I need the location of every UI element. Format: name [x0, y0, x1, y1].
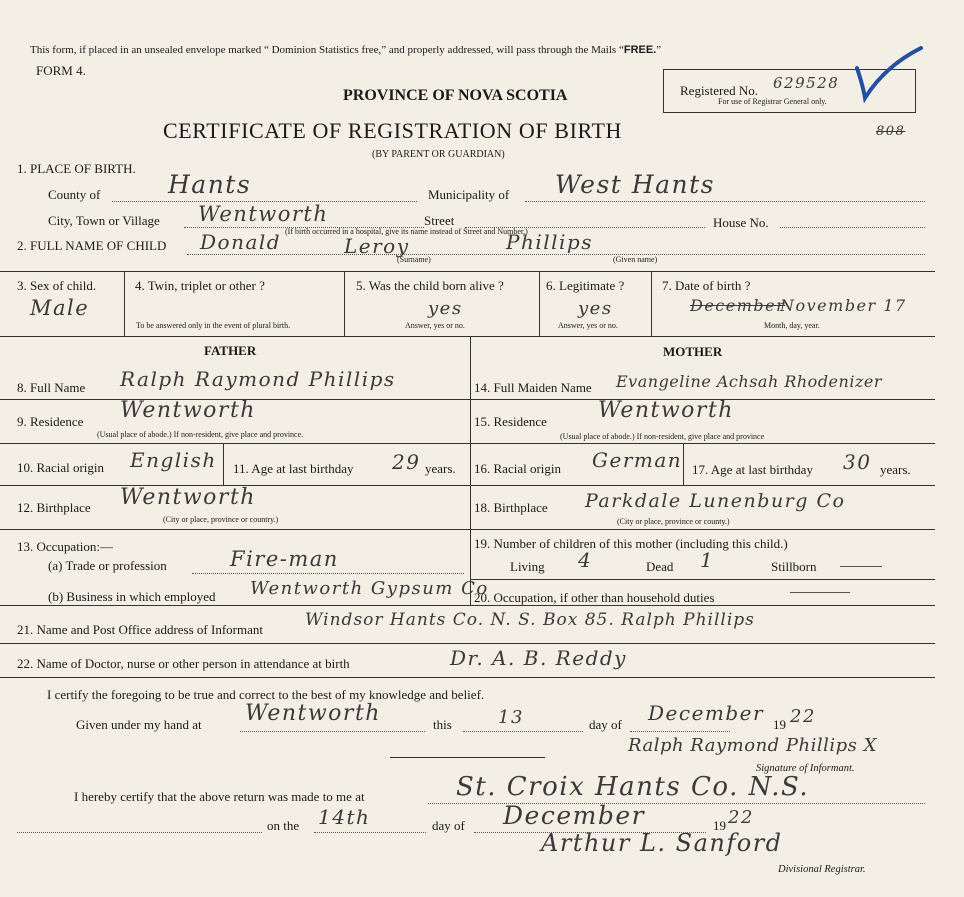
mail-notice	[30, 44, 661, 56]
father-name-value: Ralph Raymond Phillips	[120, 367, 396, 391]
father-name-label: 8. Full Name	[17, 380, 86, 395]
mail-free-label: FREE.	[623, 44, 657, 56]
mother-occupation-label: 20. Occupation, if other than household duties	[474, 590, 715, 605]
trade-label: (a) Trade or profession	[48, 558, 167, 573]
mother-years: years.	[880, 462, 911, 477]
mother-residence-label: 15. Residence	[474, 414, 547, 429]
registrar-label: Divisional Registrar.	[778, 864, 866, 875]
certify-statement: I certify the foregoing to be true and correct to the best of my knowledge and belief.	[47, 687, 485, 702]
form-number: FORM 4.	[36, 63, 86, 78]
alive-label: 5. Was the child born alive ?	[356, 278, 504, 293]
mother-age-value: 30	[843, 450, 872, 474]
mother-racial-label: 16. Racial origin	[474, 461, 562, 476]
return-day: 14th	[318, 805, 371, 829]
hospital-note: (If birth occurred in a hospital, give its name instead of Street and Number.)	[285, 227, 528, 236]
county-value: Hants	[168, 170, 252, 199]
dead-label: Dead	[646, 559, 674, 574]
return-year-prefix: 19	[713, 818, 726, 833]
return-statement: I hereby certify that the above return was made to me at	[74, 789, 365, 804]
registered-number: 629528	[773, 74, 840, 92]
street-label: Street	[424, 213, 455, 228]
informant-value: Windsor Hants Co. N. S. Box 85. Ralph Phillips	[305, 610, 755, 630]
father-birthplace-label: 12. Birthplace	[17, 500, 91, 515]
child-given-name: Phillips	[506, 230, 593, 254]
informant-signature: Ralph Raymond Phillips X	[628, 735, 877, 756]
given-name-note: (Given name)	[613, 255, 658, 264]
city-label: City, Town or Village	[48, 213, 160, 228]
legitimate-note: Answer, yes or no.	[558, 321, 618, 330]
municipality-value: West Hants	[555, 170, 715, 199]
sex-value: Male	[30, 296, 90, 320]
father-residence-label: 9. Residence	[17, 414, 84, 429]
date-of-birth-value: November 17	[780, 296, 907, 315]
place-of-birth-label: 1. PLACE OF BIRTH.	[17, 161, 136, 176]
given-year: 22	[790, 706, 816, 727]
this-label: this	[433, 717, 452, 732]
stillborn-label: Stillborn	[771, 559, 817, 574]
business-label: (b) Business in which employed	[48, 589, 216, 604]
twin-label: 4. Twin, triplet or other ?	[135, 278, 265, 293]
given-day: 13	[498, 707, 524, 728]
child-name-label: 2. FULL NAME OF CHILD	[17, 238, 167, 253]
legitimate-label: 6. Legitimate ?	[546, 278, 625, 293]
province-title: PROVINCE OF NOVA SCOTIA	[343, 87, 568, 104]
return-day-of-label: day of	[432, 818, 465, 833]
registered-label: Registered No.	[680, 83, 758, 98]
municipality-label: Municipality of	[428, 187, 510, 202]
doctor-label: 22. Name of Doctor, nurse or other person in attendance at birth	[17, 656, 350, 671]
child-surname: Leroy	[344, 234, 410, 258]
given-day-of-label: day of	[589, 717, 622, 732]
return-year: 22	[728, 807, 754, 828]
father-age-label: 11. Age at last birthday	[233, 461, 354, 476]
doctor-value: Dr. A. B. Reddy	[450, 646, 627, 670]
mother-heading: MOTHER	[663, 344, 723, 359]
mother-birthplace-value: Parkdale Lunenburg Co	[585, 490, 846, 512]
father-residence-value: Wentworth	[120, 398, 256, 423]
corner-number: 808	[876, 124, 906, 139]
informant-label: 21. Name and Post Office address of Informant	[17, 622, 263, 637]
business-value: Wentworth Gypsum Co	[250, 578, 489, 599]
father-age-value: 29	[392, 450, 421, 474]
father-racial-value: English	[130, 448, 217, 472]
given-label: Given under my hand at	[76, 717, 202, 732]
return-place: St. Croix Hants Co. N.S.	[456, 772, 810, 802]
mother-occupation-dash	[790, 592, 850, 593]
mother-racial-value: German	[592, 448, 683, 472]
twin-note: To be answered only in the event of plural birth.	[136, 321, 291, 330]
date-of-birth-label: 7. Date of birth ?	[662, 278, 751, 293]
mail-notice-text: This form, if placed in an unsealed envelope marked “ Dominion Statistics free,” and properly addressed, will pass through the Mails “	[30, 44, 624, 56]
mother-name-value: Evangeline Achsah Rhodenizer	[616, 372, 882, 391]
child-first-name: Donald	[200, 230, 282, 254]
father-residence-note: (Usual place of abode.) If non-resident, give place and province.	[97, 430, 304, 439]
stillborn-dash	[840, 566, 882, 567]
given-month: December	[648, 701, 765, 725]
registrar-use-note: For use of Registrar General only.	[718, 97, 827, 106]
date-of-birth-note: Month, day, year.	[764, 321, 820, 330]
certificate-subtitle: (BY PARENT OR GUARDIAN)	[372, 149, 505, 160]
occupation-label: 13. Occupation:—	[17, 539, 114, 554]
father-racial-label: 10. Racial origin	[17, 460, 105, 475]
signature-label: Signature of Informant.	[756, 763, 855, 774]
city-value: Wentworth	[198, 202, 329, 226]
mother-birthplace-label: 18. Birthplace	[474, 500, 548, 515]
registrar-signature: Arthur L. Sanford	[541, 829, 783, 857]
surname-note: (Surname)	[397, 255, 431, 264]
mother-name-label: 14. Full Maiden Name	[474, 380, 592, 395]
mail-notice-end: ”	[656, 44, 662, 56]
alive-note: Answer, yes or no.	[405, 321, 465, 330]
county-label: County of	[48, 187, 101, 202]
given-place: Wentworth	[245, 701, 381, 726]
date-of-birth-struck: December	[690, 296, 786, 315]
mother-children-label: 19. Number of children of this mother (including this child.)	[474, 536, 788, 551]
sex-label: 3. Sex of child.	[17, 278, 97, 293]
father-birthplace-value: Wentworth	[120, 485, 256, 510]
check-mark-icon	[855, 46, 925, 106]
alive-value: yes	[428, 298, 463, 319]
dead-value: 1	[700, 548, 715, 572]
mother-birthplace-note: (City or place, province or county.)	[617, 517, 730, 526]
legitimate-value: yes	[578, 298, 613, 319]
trade-value: Fire-man	[230, 547, 339, 571]
living-label: Living	[510, 559, 545, 574]
mother-age-label: 17. Age at last birthday	[692, 462, 813, 477]
return-month: December	[503, 801, 646, 830]
mother-residence-note: (Usual place of abode.) If non-resident, give place and province	[560, 432, 765, 441]
mother-residence-value: Wentworth	[598, 398, 734, 423]
given-year-prefix: 19	[773, 717, 786, 732]
father-birthplace-note: (City or place, province or country.)	[163, 515, 279, 524]
certificate-title: CERTIFICATE OF REGISTRATION OF BIRTH	[163, 118, 622, 143]
living-value: 4	[578, 548, 593, 572]
father-heading: FATHER	[204, 343, 257, 358]
house-number-label: House No.	[713, 215, 769, 230]
on-the-label: on the	[267, 818, 300, 833]
father-years: years.	[425, 461, 456, 476]
